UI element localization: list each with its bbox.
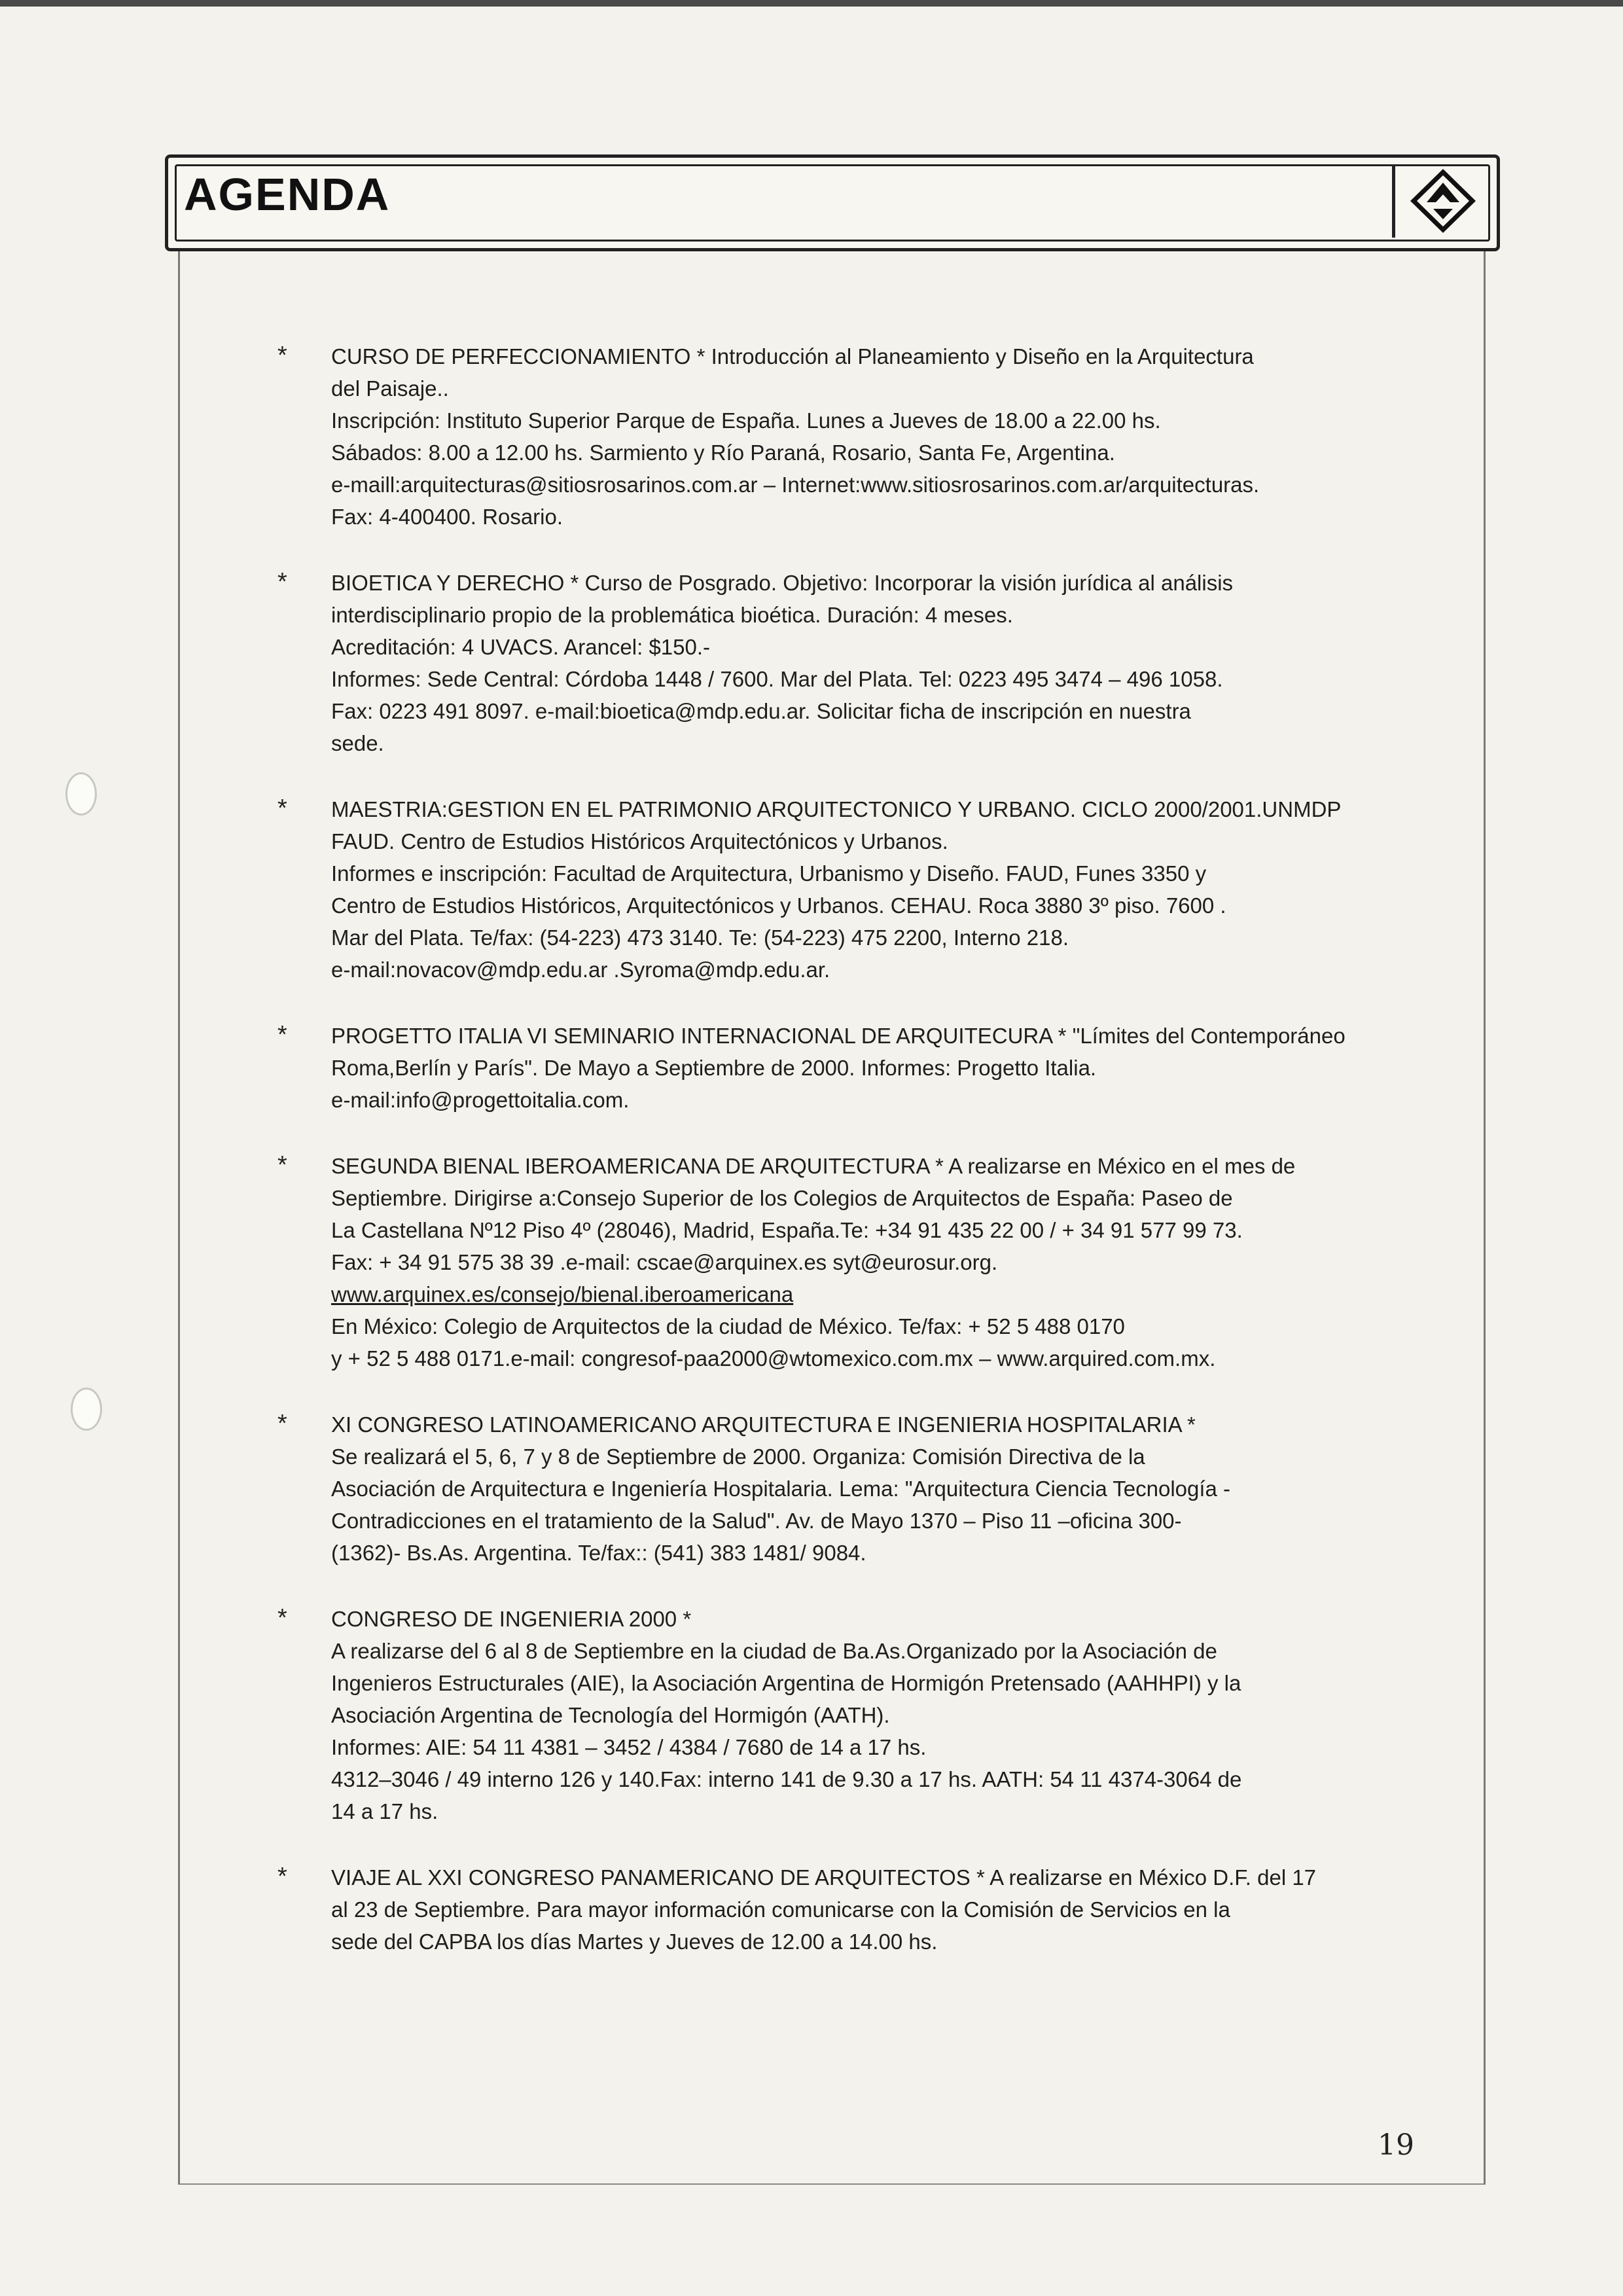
entry-line: Fax: 0223 491 8097. e-mail:bioetica@mdp.edu.ar. Solicitar ficha de inscripción en nuestra: [331, 699, 1191, 723]
entry-line: 4312–3046 / 49 interno 126 y 140.Fax: interno 141 de 9.30 a 17 hs. AATH: 54 11 4374-3064 de: [331, 1767, 1242, 1791]
agenda-entry: [268, 1861, 1407, 1958]
entry-line: VIAJE AL XXI CONGRESO PANAMERICANO DE ARQUITECTOS * A realizarse en México D.F. del 17: [331, 1865, 1317, 1890]
entry-line: Asociación de Arquitectura e Ingeniería Hospitalaria. Lema: "Arquitectura Ciencia Tecnología -: [331, 1477, 1231, 1501]
bullet-star: *: [277, 795, 287, 822]
scan-edge: [0, 0, 1623, 7]
entry-line: SEGUNDA BIENAL IBEROAMERICANA DE ARQUITECTURA * A realizarse en México en el mes de: [331, 1154, 1296, 1178]
section-title: AGENDA: [184, 169, 391, 220]
entry-link-line[interactable]: Fax: + 34 91 575 38 39 .e-mail: cscae@arquinex.es syt@eurosur.org.: [331, 1250, 998, 1274]
entry-line: del Paisaje..: [331, 376, 449, 401]
entry-line: Informes: AIE: 54 11 4381 – 3452 / 4384 / 7680 de 14 a 17 hs.: [331, 1735, 927, 1759]
bullet-star: *: [277, 342, 287, 369]
bullet-star: *: [277, 1410, 287, 1437]
entry-line: e-mail:novacov@mdp.edu.ar .Syroma@mdp.edu.ar.: [331, 958, 830, 982]
binder-hole: [65, 772, 97, 816]
entry-line: Acreditación: 4 UVACS. Arancel: $150.-: [331, 635, 711, 659]
entry-line: CONGRESO DE INGENIERIA 2000 *: [331, 1607, 692, 1631]
entry-line: MAESTRIA:GESTION EN EL PATRIMONIO ARQUITECTONICO Y URBANO. CICLO 2000/2001.UNMDP: [331, 797, 1342, 821]
page-number: 19: [1378, 2128, 1414, 2162]
entry-line: al 23 de Septiembre. Para mayor información comunicarse con la Comisión de Servicios en la: [331, 1897, 1230, 1922]
agenda-entry: [268, 1020, 1407, 1116]
entry-line: interdisciplinario propio de la problemática bioética. Duración: 4 meses.: [331, 603, 1013, 627]
bullet-star: *: [277, 1604, 287, 1632]
entry-line: Informes e inscripción: Facultad de Arquitectura, Urbanismo y Diseño. FAUD, Funes 3350 y: [331, 861, 1207, 886]
agenda-entry: [268, 1603, 1407, 1827]
agenda-entry: [268, 1150, 1407, 1374]
entry-line: Mar del Plata. Te/fax: (54-223) 473 3140. Te: (54-223) 475 2200, Interno 218.: [331, 925, 1069, 950]
entry-line: Sábados: 8.00 a 12.00 hs. Sarmiento y Río Paraná, Rosario, Santa Fe, Argentina.: [331, 440, 1115, 465]
entry-line: Asociación Argentina de Tecnología del Hormigón (AATH).: [331, 1703, 890, 1727]
entry-line: (1362)- Bs.As. Argentina. Te/fax:: (541) 383 1481/ 9084.: [331, 1541, 866, 1565]
entry-line: FAUD. Centro de Estudios Históricos Arquitectónicos y Urbanos.: [331, 829, 948, 853]
entry-line: PROGETTO ITALIA VI SEMINARIO INTERNACIONAL DE ARQUITECURA * "Límites del Contemporáneo: [331, 1024, 1346, 1048]
entry-link-line[interactable]: y + 52 5 488 0171.e-mail: congresof-paa2000@wtomexico.com.mx – www.arquired.com.mx.: [331, 1346, 1216, 1371]
entry-line: Ingenieros Estructurales (AIE), la Asociación Argentina de Hormigón Pretensado (AAHHPI) y la: [331, 1671, 1241, 1695]
agenda-entry: [268, 340, 1407, 533]
entry-line: Roma,Berlín y París". De Mayo a Septiembre de 2000. Informes: Progetto Italia.: [331, 1056, 1097, 1080]
agenda-entry: [268, 567, 1407, 759]
entry-line: Fax: 4-400400. Rosario.: [331, 505, 563, 529]
bullet-star: *: [277, 568, 287, 596]
agenda-entry: [268, 793, 1407, 986]
entry-line: La Castellana Nº12 Piso 4º (28046), Madrid, España.Te: +34 91 435 22 00 / + 34 91 577 99 73.: [331, 1218, 1243, 1242]
entry-line: sede.: [331, 731, 384, 755]
entry-line: En México: Colegio de Arquitectos de la ciudad de México. Te/fax: + 52 5 488 0170: [331, 1314, 1125, 1338]
entry-line: Se realizará el 5, 6, 7 y 8 de Septiembre de 2000. Organiza: Comisión Directiva de la: [331, 1444, 1145, 1469]
entry-line: Inscripción: Instituto Superior Parque de España. Lunes a Jueves de 18.00 a 22.00 hs.: [331, 408, 1161, 433]
entry-line: Informes: Sede Central: Córdoba 1448 / 7600. Mar del Plata. Tel: 0223 495 3474 – 496 1058.: [331, 667, 1223, 691]
bullet-star: *: [277, 1021, 287, 1049]
binder-hole: [71, 1388, 102, 1431]
entry-line: sede del CAPBA los días Martes y Jueves de 12.00 a 14.00 hs.: [331, 1929, 938, 1954]
entry-line: XI CONGRESO LATINOAMERICANO ARQUITECTURA E INGENIERIA HOSPITALARIA *: [331, 1412, 1196, 1437]
entry-line: Centro de Estudios Históricos, Arquitectónicos y Urbanos. CEHAU. Roca 3880 3º piso. 7600 .: [331, 893, 1226, 918]
agenda-entry: [268, 1408, 1407, 1569]
diamond-arrow-logo-icon: [1407, 168, 1479, 234]
entry-line: CURSO DE PERFECCIONAMIENTO * Introducción al Planeamiento y Diseño en la Arquitectura: [331, 344, 1254, 368]
header-logo-box: [1392, 164, 1490, 238]
bullet-star: *: [277, 1863, 287, 1890]
entry-link-line[interactable]: www.arquinex.es/consejo/bienal.iberoamericana: [331, 1282, 794, 1306]
bullet-star: *: [277, 1151, 287, 1179]
entry-link-line[interactable]: e-maill:arquitecturas@sitiosrosarinos.com.ar – Internet:www.sitiosrosarinos.com.ar/arquitecturas.: [331, 473, 1260, 497]
agenda-list: [268, 340, 1407, 1992]
entry-line: e-mail:info@progettoitalia.com.: [331, 1088, 630, 1112]
entry-line: Septiembre. Dirigirse a:Consejo Superior de los Colegios de Arquitectos de España: Paseo de: [331, 1186, 1233, 1210]
entry-line: A realizarse del 6 al 8 de Septiembre en la ciudad de Ba.As.Organizado por la Asociación de: [331, 1639, 1217, 1663]
section-header: [165, 154, 1500, 251]
entry-line: 14 a 17 hs.: [331, 1799, 438, 1823]
entry-line: Contradicciones en el tratamiento de la Salud". Av. de Mayo 1370 – Piso 11 –oficina 300-: [331, 1509, 1182, 1533]
entry-line: BIOETICA Y DERECHO * Curso de Posgrado. Objetivo: Incorporar la visión jurídica al análisis: [331, 571, 1234, 595]
